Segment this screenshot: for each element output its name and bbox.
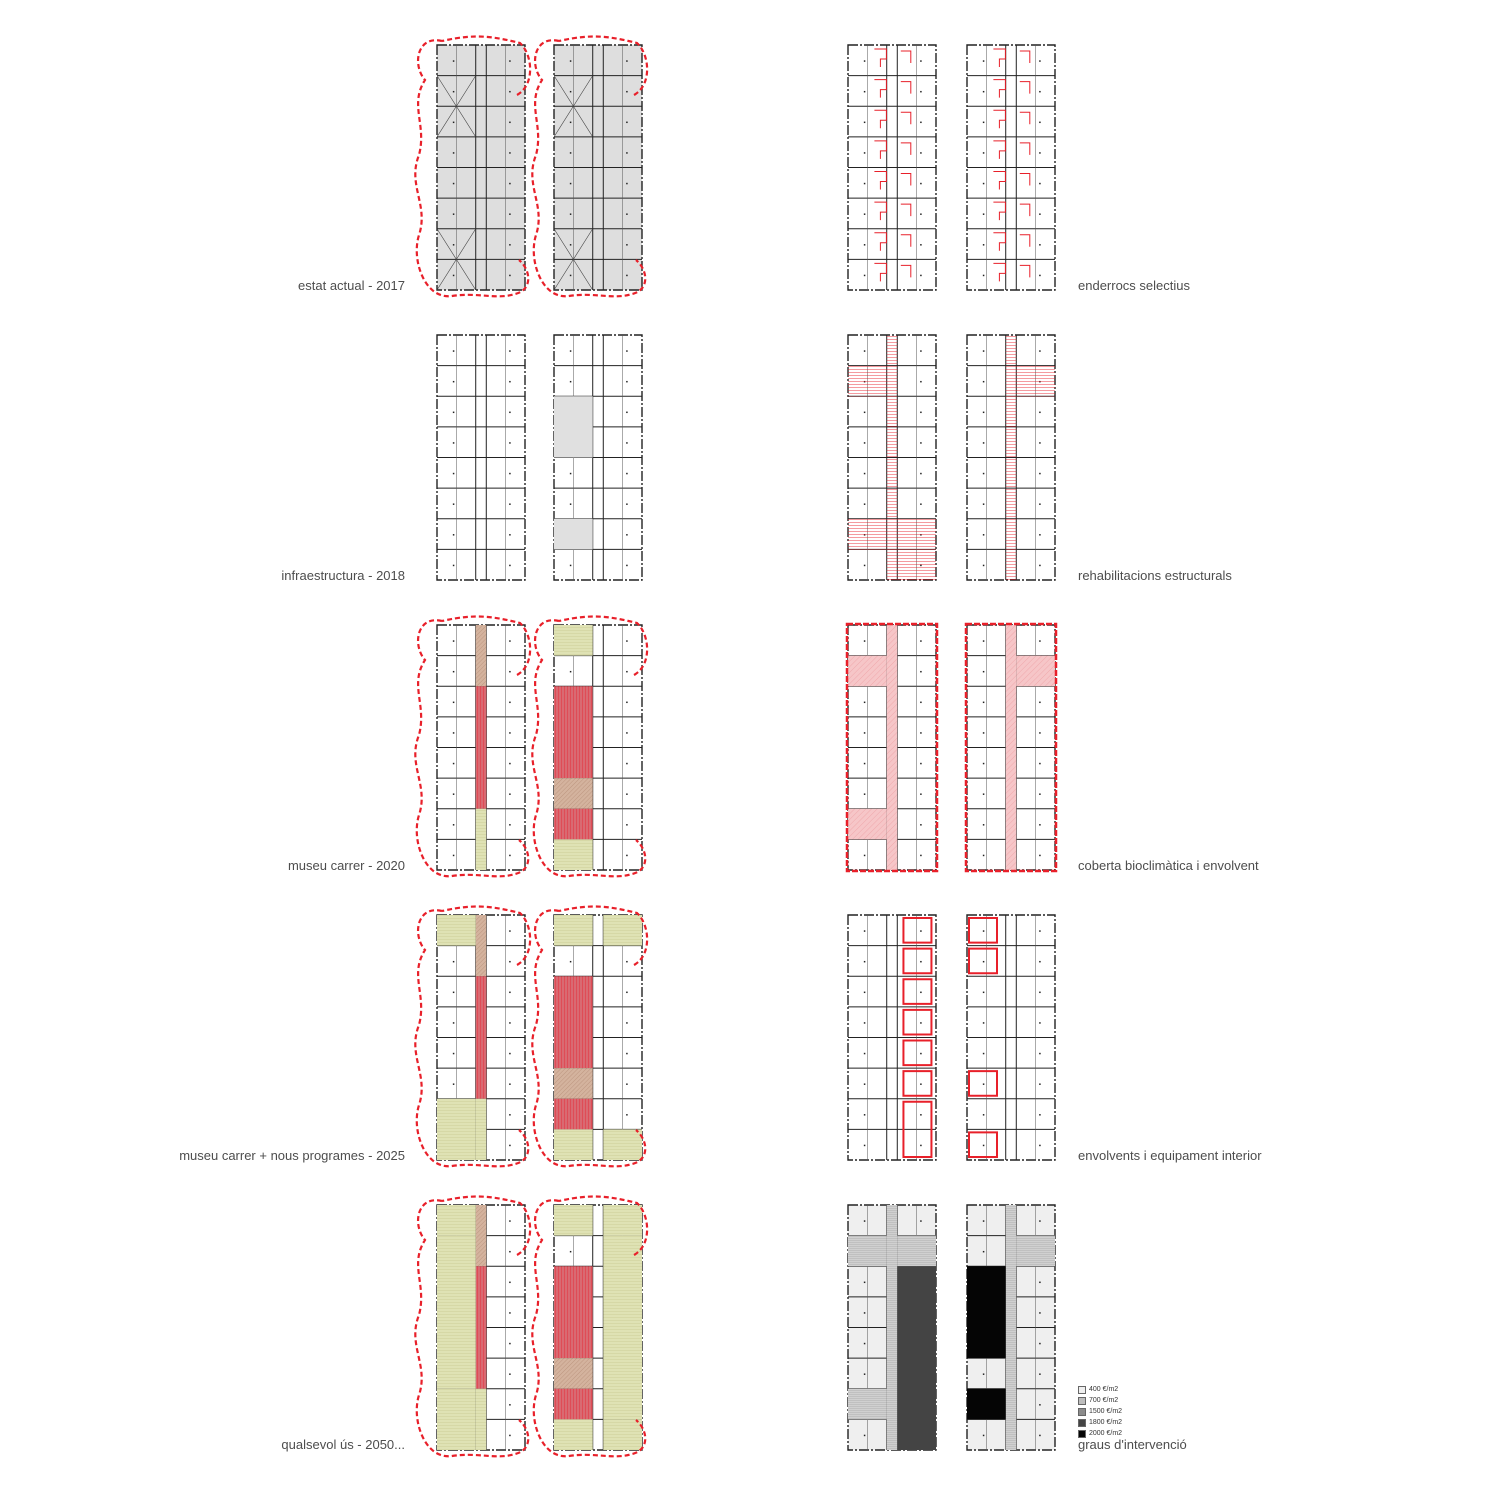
caption-left: estat actual - 2017 <box>298 278 405 293</box>
block-2 <box>532 617 647 877</box>
plan-anyuse <box>415 1197 647 1457</box>
legend-label: 400 €/m2 <box>1089 1386 1119 1393</box>
block-1 <box>848 915 936 1160</box>
legend-item <box>1078 1428 1122 1439</box>
caption-right: graus d'intervenció <box>1078 1437 1187 1452</box>
block-2 <box>967 45 1055 290</box>
block-2 <box>966 624 1056 871</box>
caption-right: rehabilitacions estructurals <box>1078 568 1232 583</box>
legend-swatch <box>1078 1386 1086 1394</box>
block-2 <box>967 915 1055 1160</box>
plan-programs <box>415 907 647 1167</box>
block-1 <box>415 37 530 297</box>
block-1 <box>415 907 530 1167</box>
legend-swatch <box>1078 1408 1086 1416</box>
legend-label: 2000 €/m2 <box>1089 1430 1123 1437</box>
plan-demolition <box>848 45 1055 290</box>
block-1 <box>848 1205 936 1450</box>
plan-envelopes <box>848 915 1055 1160</box>
block-2 <box>532 37 647 297</box>
legend-item <box>1078 1417 1122 1428</box>
block-1 <box>847 624 937 871</box>
block-2 <box>967 335 1055 580</box>
plan-existing <box>415 37 647 297</box>
legend-label: 1800 €/m2 <box>1089 1419 1123 1426</box>
legend-label: 700 €/m2 <box>1089 1397 1119 1404</box>
block-1 <box>437 335 525 580</box>
block-2 <box>554 335 642 580</box>
legend-item <box>1078 1384 1122 1395</box>
cost-legend <box>1078 1384 1122 1439</box>
legend-swatch <box>1078 1430 1086 1438</box>
block-2 <box>967 1205 1055 1450</box>
legend-item <box>1078 1395 1122 1406</box>
caption-left: qualsevol ús - 2050... <box>281 1437 405 1452</box>
caption-right: envolvents i equipament interior <box>1078 1148 1262 1163</box>
block-1 <box>415 1197 530 1457</box>
block-1 <box>848 45 936 290</box>
plan-structural <box>848 335 1055 580</box>
legend-label: 1500 €/m2 <box>1089 1408 1123 1415</box>
caption-left: infraestructura - 2018 <box>281 568 405 583</box>
block-2 <box>532 1197 647 1457</box>
legend-swatch <box>1078 1419 1086 1427</box>
plan-museum <box>415 617 647 877</box>
legend-swatch <box>1078 1397 1086 1405</box>
caption-right: enderrocs selectius <box>1078 278 1190 293</box>
block-1 <box>415 617 530 877</box>
plan-roof <box>847 624 1056 871</box>
legend-item <box>1078 1406 1122 1417</box>
block-2 <box>532 907 647 1167</box>
caption-right: coberta bioclimàtica i envolvent <box>1078 858 1259 873</box>
block-1 <box>848 335 936 580</box>
caption-left: museu carrer + nous programes - 2025 <box>179 1148 405 1163</box>
caption-left: museu carrer - 2020 <box>287 858 405 873</box>
plan-degrees <box>848 1205 1055 1450</box>
plan-infra <box>437 335 642 580</box>
